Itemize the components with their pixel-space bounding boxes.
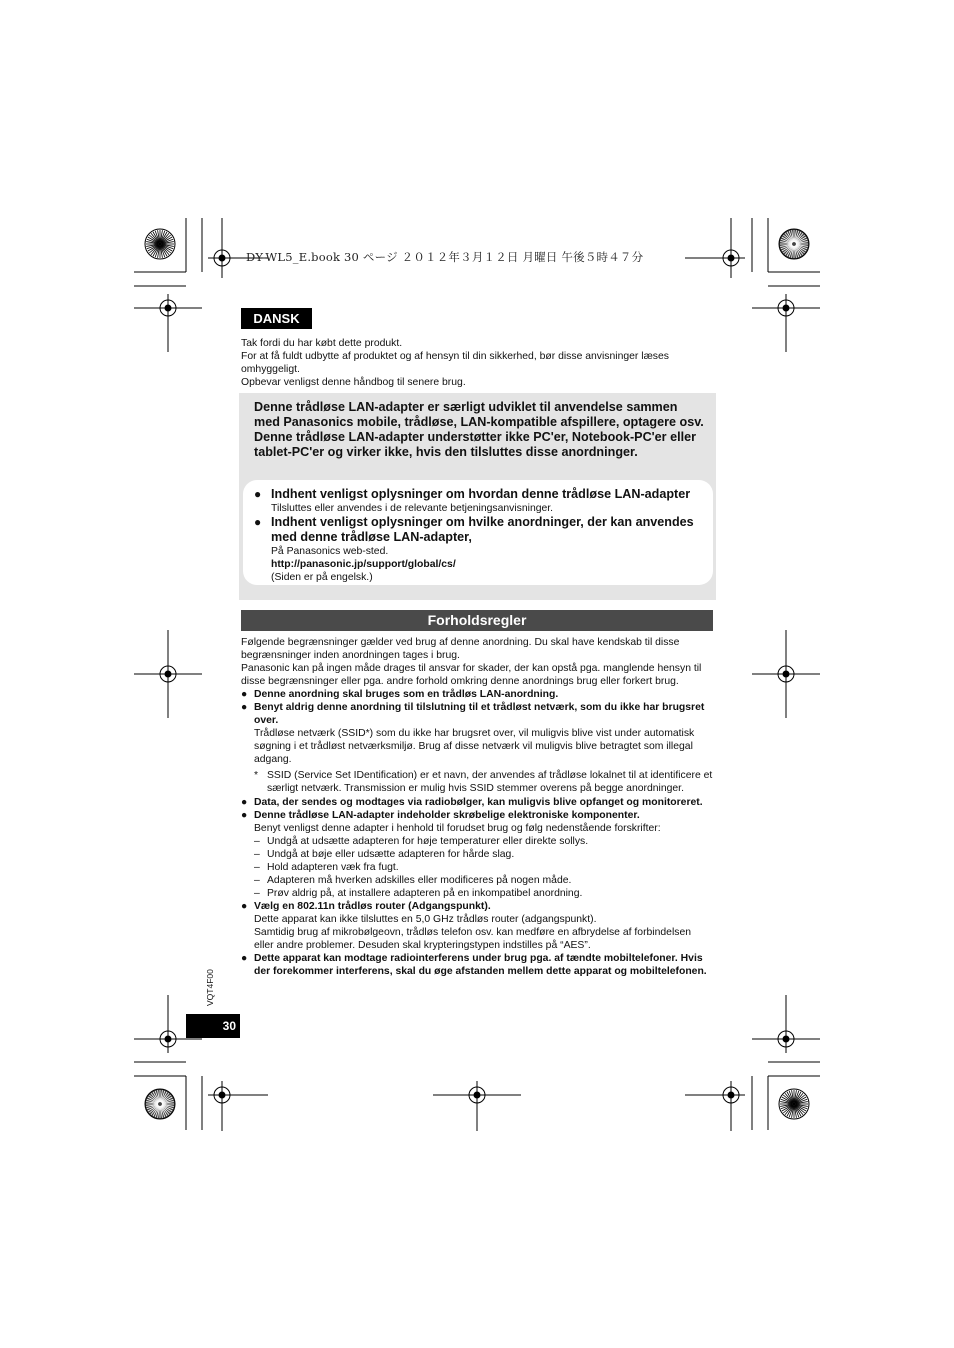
dash-text: Adapteren må hverken adskilles eller modificeres på nogen måde. (267, 875, 572, 886)
notice-box (239, 393, 716, 600)
starburst-mark (145, 229, 175, 259)
registration-mark (208, 218, 268, 278)
intro-line: For at få fuldt udbytte af produktet og af hensyn til din sikkerhed, bør disse anvisninger læses omhyggeligt. (241, 351, 669, 375)
dash-item: – Undgå at udsætte adapteren for høje temperaturer eller direkte sollys. (254, 836, 589, 847)
notice-lead-1: Denne trådløse LAN-adapter er særligt udviklet til anvendelse sammen med Panasonics mobile, trådløse, LAN-kompatible afspillere, optagere osv. (254, 400, 704, 429)
notice-bullet (254, 487, 709, 515)
item-text: Benyt venligst denne adapter i henhold til forudset brug og følg nedenstående forskrifter: (254, 823, 661, 834)
support-url: http://panasonic.jp/support/global/cs/ (271, 559, 456, 570)
document-code: VQT4F00 (205, 969, 215, 1006)
bullet-text: På Panasonics web-sted. (271, 546, 389, 557)
footnote (241, 769, 713, 795)
item-title: Data, der sendes og modtages via radiobølger, kan muligvis blive opfanget og monitoreret. (254, 797, 703, 808)
precaution-item (241, 900, 713, 952)
section-title: Forholdsregler (241, 610, 713, 631)
bullet-icon: ● (241, 810, 248, 821)
item-title: Dette apparat kan modtage radiointerferens under brug pga. af tændte mobiltelefoner. Hvis der forekommer interferens, skal du øge afstanden mellem dette apparat og mobiltelefonen. (254, 953, 707, 977)
notice-lead-2: Denne trådløse LAN-adapter understøtter ikke PC'er, Notebook-PC'er eller tablet-PC'er og virker ikke, hvis den tilsluttes disse anordninger. (254, 430, 696, 459)
item-text: Trådløse netværk (SSID*) som du ikke har brugsret over, vil muligvis blive vist under automatisk søgning i et trådløst netværksmiljø. Brug af disse netværk vil muligvis blive betragtet som illegal adgang. (254, 728, 695, 765)
footnote-text: SSID (Service Set IDentification) er et navn, der anvendes af trådløse lokalnet til at identificere et særligt netværk. Transmission er mulig hvis SSID stemmer overens på begge anordninger. (267, 770, 713, 794)
precaution-item (241, 809, 713, 835)
dash-item: – Undgå at bøje eller udsætte adapteren for hårde slag. (254, 849, 515, 860)
item-title: Denne anordning skal bruges som en trådløs LAN-anordning. (254, 689, 559, 700)
notice-lead (254, 400, 704, 460)
intro-line: Opbevar venligst denne håndbog til senere brug. (241, 377, 466, 388)
footnote-mark: * (254, 770, 259, 781)
bullet-icon: ● (241, 689, 248, 700)
file-header: DY-WL5_E.book 30 ページ ２０１２年３月１２日 月曜日 午後５時４７分 (246, 250, 644, 264)
paragraph: Følgende begrænsninger gælder ved brug af denne anordning. Du skal have kendskab til disse begrænsninger inden anordningen tages i brug. (241, 637, 680, 661)
bullet-title: Indhent venligst oplysninger om hvilke anordninger, der kan anvendes med denne trådløse LAN-adapter, (271, 515, 694, 544)
registration-mark (752, 630, 820, 718)
dash-item: – Prøv aldrig på, at installere adapteren på en inkompatibel anordning. (254, 888, 583, 899)
dash-item: – Hold adapteren væk fra fugt. (254, 862, 399, 873)
starburst-mark (145, 1089, 175, 1119)
precaution-item (241, 688, 713, 701)
page-number: 30 (186, 1014, 240, 1038)
dash-text: Hold adapteren væk fra fugt. (267, 862, 399, 873)
bullet-icon: ● (254, 515, 262, 529)
starburst-mark (779, 229, 809, 259)
registration-mark (685, 218, 745, 278)
item-title: Denne trådløse LAN-adapter indeholder skrøbelige elektroniske komponenter. (254, 810, 640, 821)
dash-text: Prøv aldrig på, at installere adapteren på en inkompatibel anordning. (267, 888, 583, 899)
registration-mark (134, 294, 202, 352)
registration-mark (685, 1081, 745, 1131)
precaution-item (241, 701, 713, 766)
precaution-item (241, 952, 713, 978)
item-text: Dette apparat kan ikke tilsluttes en 5,0 GHz trådløs router (adgangspunkt). (254, 914, 597, 925)
starburst-mark (779, 1089, 809, 1119)
bullet-title: Indhent venligst oplysninger om hvordan denne trådløse LAN-adapter (271, 487, 691, 501)
intro-line: Tak fordi du har købt dette produkt. (241, 338, 403, 349)
bullet-icon: ● (241, 702, 248, 713)
dash-item: – Adapteren må hverken adskilles eller modificeres på nogen måde. (254, 875, 572, 886)
bullet-icon: ● (241, 901, 248, 912)
paragraph: Panasonic kan på ingen måde drages til ansvar for skader, der kan opstå pga. manglende hensyn til disse begrænsninger eller pga. andre forhold omkring denne anordnings brug eller forkert brug. (241, 663, 702, 687)
precautions-body (241, 636, 713, 978)
item-text: Samtidig brug af mikrobølgeovn, trådløs telefon osv. kan medføre en afbrydelse af forbindelsen eller andre problemer. Desuden skal krypteringstypen indstilles på “AES”. (254, 927, 692, 951)
item-title: Benyt aldrig denne anordning til tilslutning til et trådløst netværk, som du ikke har brugsret over. (254, 702, 705, 726)
bullet-icon: ● (254, 487, 262, 501)
notice-bullet (254, 515, 709, 584)
bullet-text: Tilsluttes eller anvendes i de relevante betjeningsanvisninger. (271, 503, 554, 514)
language-badge: DANSK (241, 308, 312, 329)
dash-text: Undgå at bøje eller udsætte adapteren for hårde slag. (267, 849, 515, 860)
dash-text: Undgå at udsætte adapteren for høje temperaturer eller direkte sollys. (267, 836, 589, 847)
registration-mark (134, 630, 202, 718)
registration-mark (208, 1081, 268, 1131)
item-title: Vælg en 802.11n trådløs router (Adgangspunkt). (254, 901, 491, 912)
notice-inner-box (243, 480, 713, 585)
bullet-icon: ● (241, 953, 248, 964)
intro-text (241, 337, 711, 389)
precaution-item (241, 796, 713, 809)
registration-mark (752, 995, 820, 1053)
bullet-note: (Siden er på engelsk.) (271, 572, 373, 583)
registration-mark (433, 1081, 521, 1131)
registration-mark (752, 294, 820, 352)
bullet-icon: ● (241, 797, 248, 808)
